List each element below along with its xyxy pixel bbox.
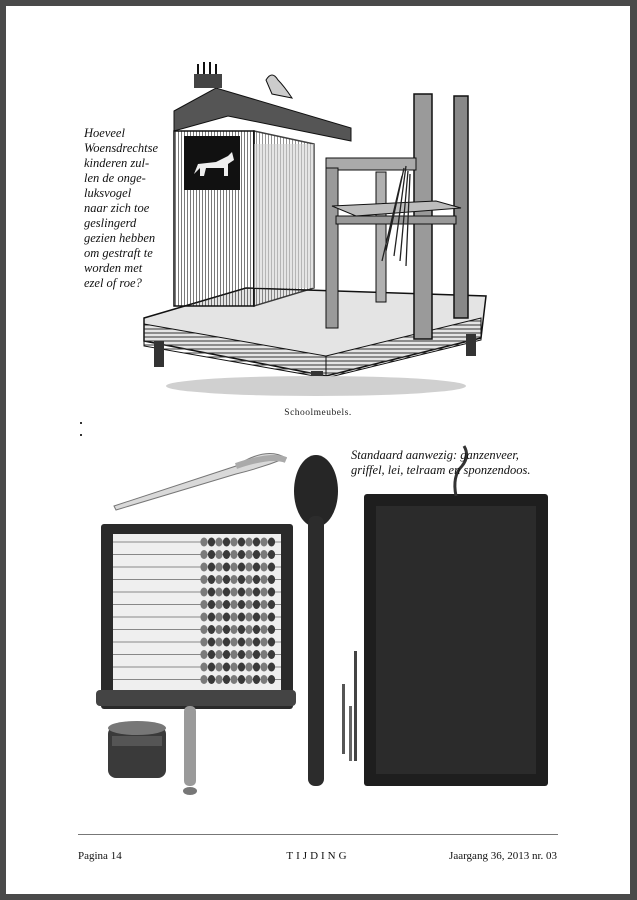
stray-mark: [80, 434, 82, 436]
caption-line: kinderen zul-: [84, 156, 150, 170]
caption-line: om gestraft te: [84, 246, 153, 260]
caption-line: ezel of roe?: [84, 276, 142, 290]
caption-line: griffel, lei, telraam en sponzendoos.: [351, 463, 531, 477]
caption-line: naar zich toe: [84, 201, 150, 215]
school-furniture-engraving: [136, 56, 496, 406]
caption-line: luksvogel: [84, 186, 132, 200]
engraving-side-caption: [84, 126, 184, 291]
caption-line: worden met: [84, 261, 143, 275]
publication-title: TIJDING: [286, 850, 350, 862]
caption-line: Woensdrechtse: [84, 141, 159, 155]
page-number: Pagina 14: [78, 850, 122, 862]
issue-info: Jaargang 36, 2013 nr. 03: [449, 850, 557, 862]
objects-caption: [351, 448, 581, 478]
engraving-caption: Schoolmeubels.: [284, 408, 352, 418]
footer-rule: [78, 834, 558, 835]
caption-line: len de onge-: [84, 171, 146, 185]
stray-mark: [80, 422, 82, 424]
caption-line: Standaard aanwezig: ganzenveer,: [351, 448, 519, 462]
caption-line: gezien hebben: [84, 231, 156, 245]
document-page: [6, 6, 630, 894]
school-objects-photo: [86, 436, 566, 806]
caption-line: geslingerd: [84, 216, 137, 230]
caption-line: Hoeveel: [84, 126, 125, 140]
